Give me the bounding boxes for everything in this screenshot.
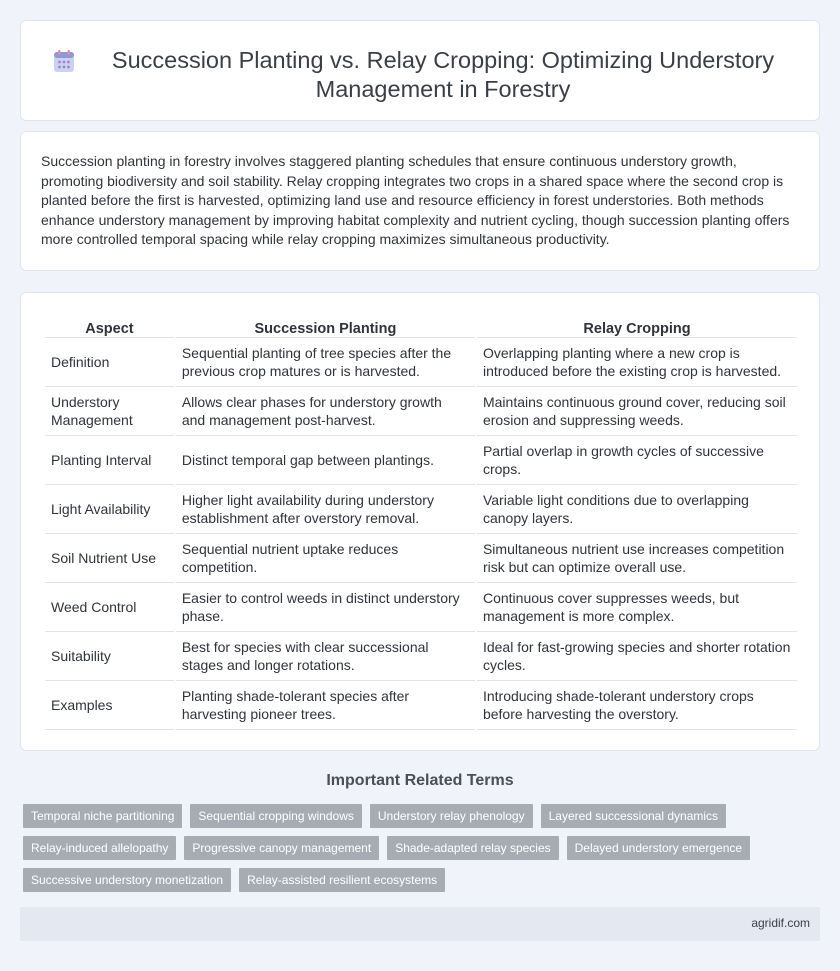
succession-cell: Sequential nutrient uptake reduces competition. [176, 534, 475, 583]
related-term-tag[interactable]: Understory relay phenology [370, 804, 533, 828]
succession-cell: Allows clear phases for understory growth and management post-harvest. [176, 387, 475, 436]
succession-cell: Higher light availability during understory establishment after overstory removal. [176, 485, 475, 534]
aspect-cell: Planting Interval [45, 436, 174, 485]
related-term-tag[interactable]: Sequential cropping windows [190, 804, 361, 828]
comparison-table-card [20, 292, 820, 751]
related-terms-heading: Important Related Terms [326, 772, 514, 789]
relay-cell: Introducing shade-tolerant understory crops before harvesting the overstory. [477, 681, 797, 730]
succession-cell: Best for species with clear successional stages and longer rotations. [176, 632, 475, 681]
calendar-grid-icon [51, 48, 77, 74]
aspect-cell: Soil Nutrient Use [45, 534, 174, 583]
table-row [45, 583, 797, 632]
footer-site-link[interactable]: agridif.com [751, 916, 810, 930]
related-term-tag[interactable]: Successive understory monetization [23, 868, 231, 892]
intro-card [20, 131, 820, 271]
succession-cell: Sequential planting of tree species after the previous crop matures or is harvested. [176, 338, 475, 387]
title-card [20, 20, 820, 121]
related-term-tag[interactable]: Temporal niche partitioning [23, 804, 182, 828]
succession-cell: Planting shade-tolerant species after harvesting pioneer trees. [176, 681, 475, 730]
table-row [45, 436, 797, 485]
table-row [45, 681, 797, 730]
related-term-tag[interactable]: Layered successional dynamics [541, 804, 726, 828]
page-title: Succession Planting vs. Relay Cropping: Optimizing Understory Management in Forestry [111, 47, 775, 102]
related-term-tag[interactable]: Shade-adapted relay species [387, 836, 558, 860]
comparison-table [43, 316, 799, 730]
related-term-tag[interactable]: Progressive canopy management [184, 836, 379, 860]
related-terms-tags [23, 804, 823, 900]
relay-cell: Overlapping planting where a new crop is introduced before the existing crop is harvested. [477, 338, 797, 387]
table-row [45, 338, 797, 387]
tag-row [23, 804, 823, 828]
tag-row [23, 836, 823, 860]
related-term-tag[interactable]: Relay-assisted resilient ecosystems [239, 868, 445, 892]
aspect-cell: Suitability [45, 632, 174, 681]
relay-cell: Ideal for fast-growing species and shorter rotation cycles. [477, 632, 797, 681]
column-header-aspect: Aspect [45, 316, 174, 338]
intro-paragraph: Succession planting in forestry involves staggered planting schedules that ensure continuous understory growth, promoting biodiversity and soil stability. Relay cropping integrates two crops in a shared space where the second crop is planted before the first is harvested, optimizing land use and resource efficiency in forest understories. Both methods enhance understory management by improving habitat complexity and nutrient cycling, though succession planting offers more controlled temporal spacing while relay cropping maximizes simultaneous productivity. [41, 153, 790, 247]
relay-cell: Continuous cover suppresses weeds, but management is more complex. [477, 583, 797, 632]
related-term-tag[interactable]: Delayed understory emergence [567, 836, 750, 860]
related-term-tag[interactable]: Relay-induced allelopathy [23, 836, 176, 860]
aspect-cell: Understory Management [45, 387, 174, 436]
table-row [45, 632, 797, 681]
footer-bar [20, 907, 820, 941]
title-row [21, 21, 819, 104]
relay-cell: Simultaneous nutrient use increases competition risk but can optimize overall use. [477, 534, 797, 583]
column-header-relay: Relay Cropping [477, 316, 797, 338]
relay-cell: Variable light conditions due to overlapping canopy layers. [477, 485, 797, 534]
table-row [45, 534, 797, 583]
relay-cell: Maintains continuous ground cover, reducing soil erosion and suppressing weeds. [477, 387, 797, 436]
table-row [45, 485, 797, 534]
tag-row [23, 868, 823, 892]
table-row [45, 387, 797, 436]
succession-cell: Easier to control weeds in distinct understory phase. [176, 583, 475, 632]
relay-cell: Partial overlap in growth cycles of successive crops. [477, 436, 797, 485]
aspect-cell: Weed Control [45, 583, 174, 632]
succession-cell: Distinct temporal gap between plantings. [176, 436, 475, 485]
aspect-cell: Examples [45, 681, 174, 730]
aspect-cell: Light Availability [45, 485, 174, 534]
table-header-row [45, 316, 797, 338]
aspect-cell: Definition [45, 338, 174, 387]
column-header-succession: Succession Planting [176, 316, 475, 338]
